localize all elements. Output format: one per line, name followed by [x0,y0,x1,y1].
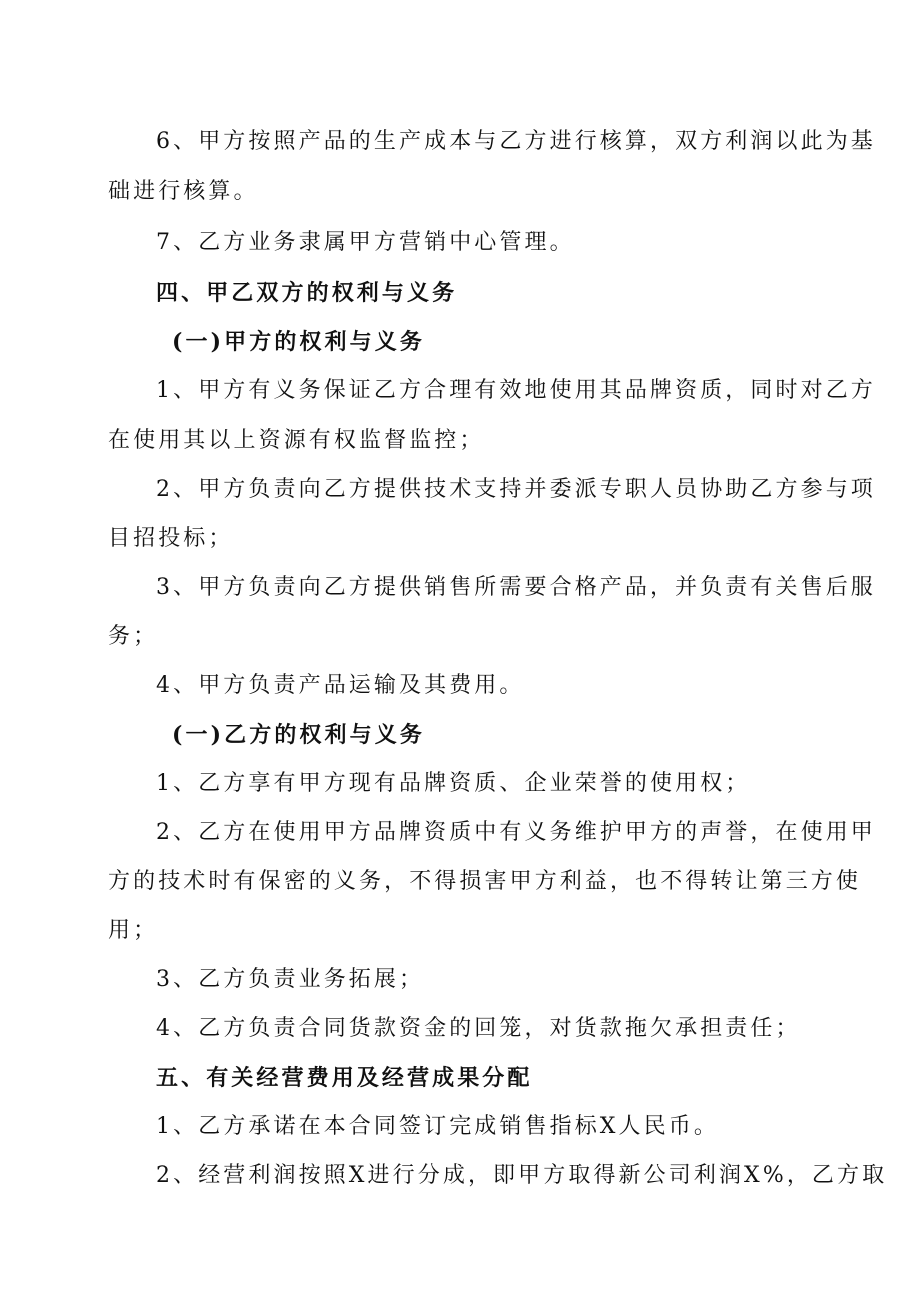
paragraph-6-line-2: 础进行核算。 [108,179,259,204]
party-b-item-3: 3、乙方负责业务拓展； [156,967,425,992]
section-5-item-2-line-1: 2、经营利润按照X进行分成，即甲方取得新公司利润X%，乙方取 [156,1163,888,1188]
section-5-item-1: 1、乙方承诺在本合同签订完成销售指标X人民币。 [156,1114,719,1139]
party-b-item-4: 4、乙方负责合同货款资金的回笼，对货款拖欠承担责任； [156,1016,801,1041]
party-a-item-4: 4、甲方负责产品运输及其费用。 [156,673,525,698]
party-a-item-1-line-1: 1、甲方有义务保证乙方合理有效地使用其品牌资质，同时对乙方 [156,378,876,403]
subheading-party-b: (一)乙方的权利与义务 [172,722,425,748]
party-b-item-2-line-2: 方的技术时有保密的义务，不得损害甲方利益，也不得转让第三方使 [108,869,862,894]
party-a-item-1-line-2: 在使用其以上资源有权监督监控； [108,428,485,453]
paragraph-6-line-1: 6、甲方按照产品的生产成本与乙方进行核算，双方利润以此为基 [156,129,876,154]
subheading-party-a: (一)甲方的权利与义务 [172,329,425,355]
party-a-item-2-line-1: 2、甲方负责向乙方提供技术支持并委派专职人员协助乙方参与项 [156,477,876,502]
section-heading-5: 五、有关经营费用及经营成果分配 [156,1065,533,1091]
party-a-item-3-line-1: 3、甲方负责向乙方提供销售所需要合格产品，并负责有关售后服 [156,575,876,600]
party-a-item-3-line-2: 务； [108,624,159,649]
paragraph-7: 7、乙方业务隶属甲方营销中心管理。 [156,230,575,255]
party-a-item-2-line-2: 目招投标； [108,526,234,551]
party-b-item-2-line-3: 用； [108,918,159,943]
party-b-item-1: 1、乙方享有甲方现有品牌资质、企业荣誉的使用权； [156,771,751,796]
party-b-item-2-line-1: 2、乙方在使用甲方品牌资质中有义务维护甲方的声誉，在使用甲 [156,820,876,845]
section-heading-4: 四、甲乙双方的权利与义务 [156,280,458,306]
